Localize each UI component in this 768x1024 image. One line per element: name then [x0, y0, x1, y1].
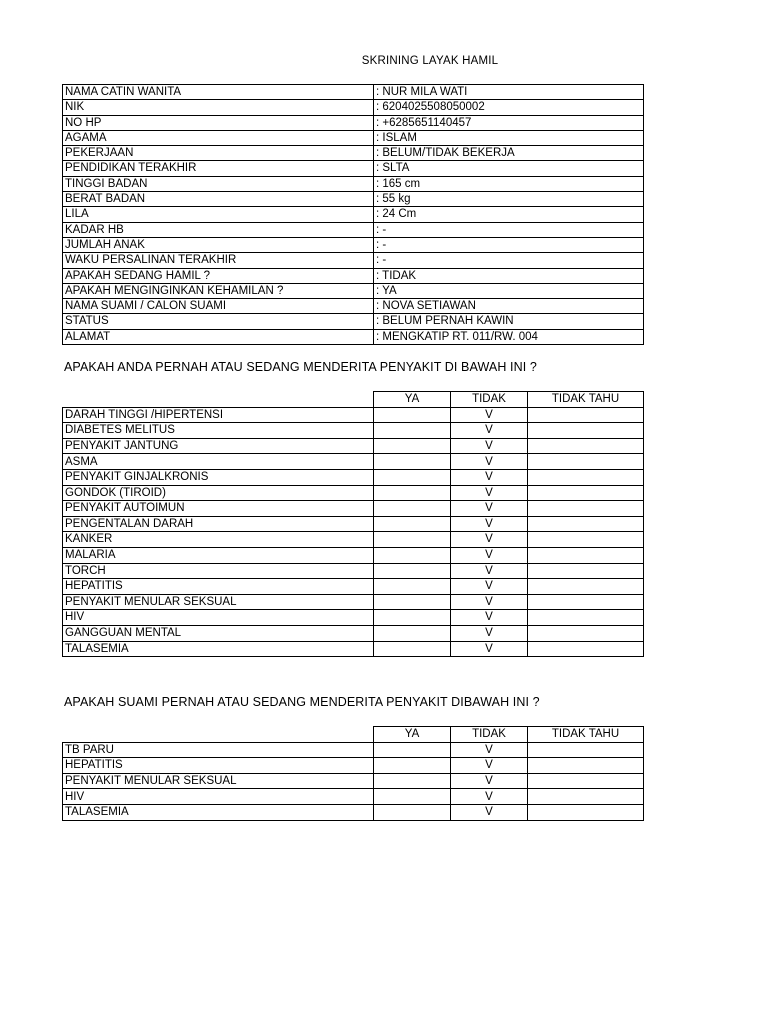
- tidak-tahu-cell: [528, 625, 644, 641]
- ya-cell: [374, 454, 451, 470]
- ya-cell: [374, 594, 451, 610]
- identity-label: ALAMAT: [63, 329, 374, 344]
- tidak-tahu-cell: [528, 563, 644, 579]
- husband-disease-table: [62, 726, 644, 821]
- column-header-ya: YA: [374, 392, 451, 408]
- section1-heading: APAKAH ANDA PERNAH ATAU SEDANG MENDERITA PENYAKIT DI BAWAH INI ?: [64, 360, 537, 374]
- disease-name-cell: KANKER: [63, 532, 374, 548]
- disease-name-cell: MALARIA: [63, 547, 374, 563]
- tidak-cell: V: [451, 485, 528, 501]
- tidak-tahu-cell: [528, 485, 644, 501]
- identity-row: [63, 222, 644, 237]
- disease-name-cell: HEPATITIS: [63, 579, 374, 595]
- identity-value: : -: [374, 253, 644, 268]
- disease-name-cell: TALASEMIA: [63, 641, 374, 657]
- tidak-cell: V: [451, 532, 528, 548]
- table-row: [63, 758, 644, 774]
- identity-row: [63, 329, 644, 344]
- ya-cell: [374, 804, 451, 820]
- tidak-cell: V: [451, 789, 528, 805]
- disease-name-cell: TB PARU: [63, 742, 374, 758]
- tidak-cell: V: [451, 547, 528, 563]
- tidak-cell: V: [451, 423, 528, 439]
- disease-name-cell: HIV: [63, 610, 374, 626]
- identity-value: : 55 kg: [374, 192, 644, 207]
- identity-label: AGAMA: [63, 130, 374, 145]
- identity-value: : MENGKATIP RT. 011/RW. 004: [374, 329, 644, 344]
- column-header-tidak: TIDAK: [451, 392, 528, 408]
- identity-row: [63, 85, 644, 100]
- tidak-tahu-cell: [528, 641, 644, 657]
- tidak-tahu-cell: [528, 407, 644, 423]
- tidak-cell: V: [451, 758, 528, 774]
- identity-value: : BELUM PERNAH KAWIN: [374, 314, 644, 329]
- ya-cell: [374, 641, 451, 657]
- document-title: SKRINING LAYAK HAMIL: [361, 55, 499, 67]
- identity-label: PEKERJAAN: [63, 146, 374, 161]
- table-row: [63, 532, 644, 548]
- table-row: [63, 789, 644, 805]
- disease-name-cell: PENYAKIT JANTUNG: [63, 438, 374, 454]
- identity-row: [63, 100, 644, 115]
- identity-label: PENDIDIKAN TERAKHIR: [63, 161, 374, 176]
- tidak-cell: V: [451, 773, 528, 789]
- tidak-tahu-cell: [528, 454, 644, 470]
- ya-cell: [374, 789, 451, 805]
- identity-label: KADAR HB: [63, 222, 374, 237]
- identity-value: : NUR MILA WATI: [374, 85, 644, 100]
- identity-row: [63, 146, 644, 161]
- ya-cell: [374, 742, 451, 758]
- table-row: [63, 742, 644, 758]
- identity-row: [63, 176, 644, 191]
- table-row: [63, 485, 644, 501]
- disease-name-cell: PENGENTALAN DARAH: [63, 516, 374, 532]
- tidak-cell: V: [451, 501, 528, 517]
- ya-cell: [374, 610, 451, 626]
- disease-name-cell: PENYAKIT AUTOIMUN: [63, 501, 374, 517]
- disease-name-cell: TORCH: [63, 563, 374, 579]
- tidak-tahu-cell: [528, 610, 644, 626]
- table-row: [63, 594, 644, 610]
- identity-label: TINGGI BADAN: [63, 176, 374, 191]
- table-row: [63, 579, 644, 595]
- identity-row: [63, 237, 644, 252]
- identity-value: : -: [374, 237, 644, 252]
- tidak-tahu-cell: [528, 423, 644, 439]
- tidak-tahu-cell: [528, 742, 644, 758]
- tidak-cell: V: [451, 625, 528, 641]
- ya-cell: [374, 407, 451, 423]
- header-blank-cell: [63, 727, 374, 743]
- identity-row: [63, 130, 644, 145]
- column-header-tidak-tahu: TIDAK TAHU: [528, 392, 644, 408]
- disease-name-cell: GANGGUAN MENTAL: [63, 625, 374, 641]
- identity-label: BERAT BADAN: [63, 192, 374, 207]
- identity-label: STATUS: [63, 314, 374, 329]
- tidak-cell: V: [451, 516, 528, 532]
- identity-row: [63, 161, 644, 176]
- identity-value: : YA: [374, 283, 644, 298]
- identity-row: [63, 283, 644, 298]
- tidak-cell: V: [451, 594, 528, 610]
- identity-table: [62, 84, 644, 345]
- ya-cell: [374, 579, 451, 595]
- tidak-tahu-cell: [528, 532, 644, 548]
- ya-cell: [374, 563, 451, 579]
- disease-name-cell: TALASEMIA: [63, 804, 374, 820]
- identity-row: [63, 115, 644, 130]
- identity-value: : -: [374, 222, 644, 237]
- disease-name-cell: GONDOK (TIROID): [63, 485, 374, 501]
- identity-label: NAMA SUAMI / CALON SUAMI: [63, 299, 374, 314]
- disease-name-cell: DARAH TINGGI /HIPERTENSI: [63, 407, 374, 423]
- disease-name-cell: PENYAKIT MENULAR SEKSUAL: [63, 594, 374, 610]
- column-header-ya: YA: [374, 727, 451, 743]
- identity-label: JUMLAH ANAK: [63, 237, 374, 252]
- identity-row: [63, 253, 644, 268]
- disease-name-cell: HEPATITIS: [63, 758, 374, 774]
- table-row: [63, 625, 644, 641]
- identity-label: NAMA CATIN WANITA: [63, 85, 374, 100]
- tidak-cell: V: [451, 742, 528, 758]
- identity-value: : BELUM/TIDAK BEKERJA: [374, 146, 644, 161]
- tidak-cell: V: [451, 641, 528, 657]
- identity-row: [63, 268, 644, 283]
- ya-cell: [374, 485, 451, 501]
- disease-name-cell: ASMA: [63, 454, 374, 470]
- table-row: [63, 804, 644, 820]
- column-header-tidak-tahu: TIDAK TAHU: [528, 727, 644, 743]
- ya-cell: [374, 625, 451, 641]
- ya-cell: [374, 501, 451, 517]
- identity-row: [63, 314, 644, 329]
- tidak-tahu-cell: [528, 804, 644, 820]
- ya-cell: [374, 547, 451, 563]
- table-row: [63, 407, 644, 423]
- disease-name-cell: DIABETES MELITUS: [63, 423, 374, 439]
- identity-value: : 165 cm: [374, 176, 644, 191]
- header-blank-cell: [63, 392, 374, 408]
- tidak-cell: V: [451, 563, 528, 579]
- table-row: [63, 773, 644, 789]
- identity-label: NO HP: [63, 115, 374, 130]
- ya-cell: [374, 469, 451, 485]
- table-row: [63, 641, 644, 657]
- identity-label: APAKAH MENGINGINKAN KEHAMILAN ?: [63, 283, 374, 298]
- identity-label: LILA: [63, 207, 374, 222]
- tidak-cell: V: [451, 454, 528, 470]
- tidak-cell: V: [451, 804, 528, 820]
- table-header-row: [63, 392, 644, 408]
- identity-row: [63, 207, 644, 222]
- tidak-tahu-cell: [528, 758, 644, 774]
- table-row: [63, 438, 644, 454]
- tidak-cell: V: [451, 407, 528, 423]
- tidak-cell: V: [451, 579, 528, 595]
- ya-cell: [374, 438, 451, 454]
- disease-name-cell: HIV: [63, 789, 374, 805]
- section2-heading: APAKAH SUAMI PERNAH ATAU SEDANG MENDERITA PENYAKIT DIBAWAH INI ?: [64, 695, 540, 709]
- tidak-tahu-cell: [528, 469, 644, 485]
- table-row: [63, 610, 644, 626]
- ya-cell: [374, 758, 451, 774]
- identity-label: WAKU PERSALINAN TERAKHIR: [63, 253, 374, 268]
- ya-cell: [374, 773, 451, 789]
- table-row: [63, 423, 644, 439]
- tidak-tahu-cell: [528, 594, 644, 610]
- column-header-tidak: TIDAK: [451, 727, 528, 743]
- disease-name-cell: PENYAKIT MENULAR SEKSUAL: [63, 773, 374, 789]
- identity-label: NIK: [63, 100, 374, 115]
- identity-row: [63, 192, 644, 207]
- table-row: [63, 454, 644, 470]
- disease-name-cell: PENYAKIT GINJALKRONIS: [63, 469, 374, 485]
- table-row: [63, 547, 644, 563]
- identity-value: : SLTA: [374, 161, 644, 176]
- tidak-tahu-cell: [528, 773, 644, 789]
- tidak-tahu-cell: [528, 516, 644, 532]
- identity-value: : 6204025508050002: [374, 100, 644, 115]
- identity-row: [63, 299, 644, 314]
- ya-cell: [374, 516, 451, 532]
- tidak-tahu-cell: [528, 438, 644, 454]
- table-row: [63, 501, 644, 517]
- ya-cell: [374, 423, 451, 439]
- table-row: [63, 469, 644, 485]
- identity-value: : +6285651140457: [374, 115, 644, 130]
- tidak-cell: V: [451, 610, 528, 626]
- tidak-tahu-cell: [528, 579, 644, 595]
- table-header-row: [63, 727, 644, 743]
- identity-label: APAKAH SEDANG HAMIL ?: [63, 268, 374, 283]
- tidak-tahu-cell: [528, 789, 644, 805]
- identity-value: : 24 Cm: [374, 207, 644, 222]
- patient-disease-table: [62, 391, 644, 657]
- tidak-cell: V: [451, 469, 528, 485]
- identity-value: : NOVA SETIAWAN: [374, 299, 644, 314]
- identity-value: : ISLAM: [374, 130, 644, 145]
- ya-cell: [374, 532, 451, 548]
- tidak-cell: V: [451, 438, 528, 454]
- tidak-tahu-cell: [528, 501, 644, 517]
- tidak-tahu-cell: [528, 547, 644, 563]
- table-row: [63, 516, 644, 532]
- identity-value: : TIDAK: [374, 268, 644, 283]
- table-row: [63, 563, 644, 579]
